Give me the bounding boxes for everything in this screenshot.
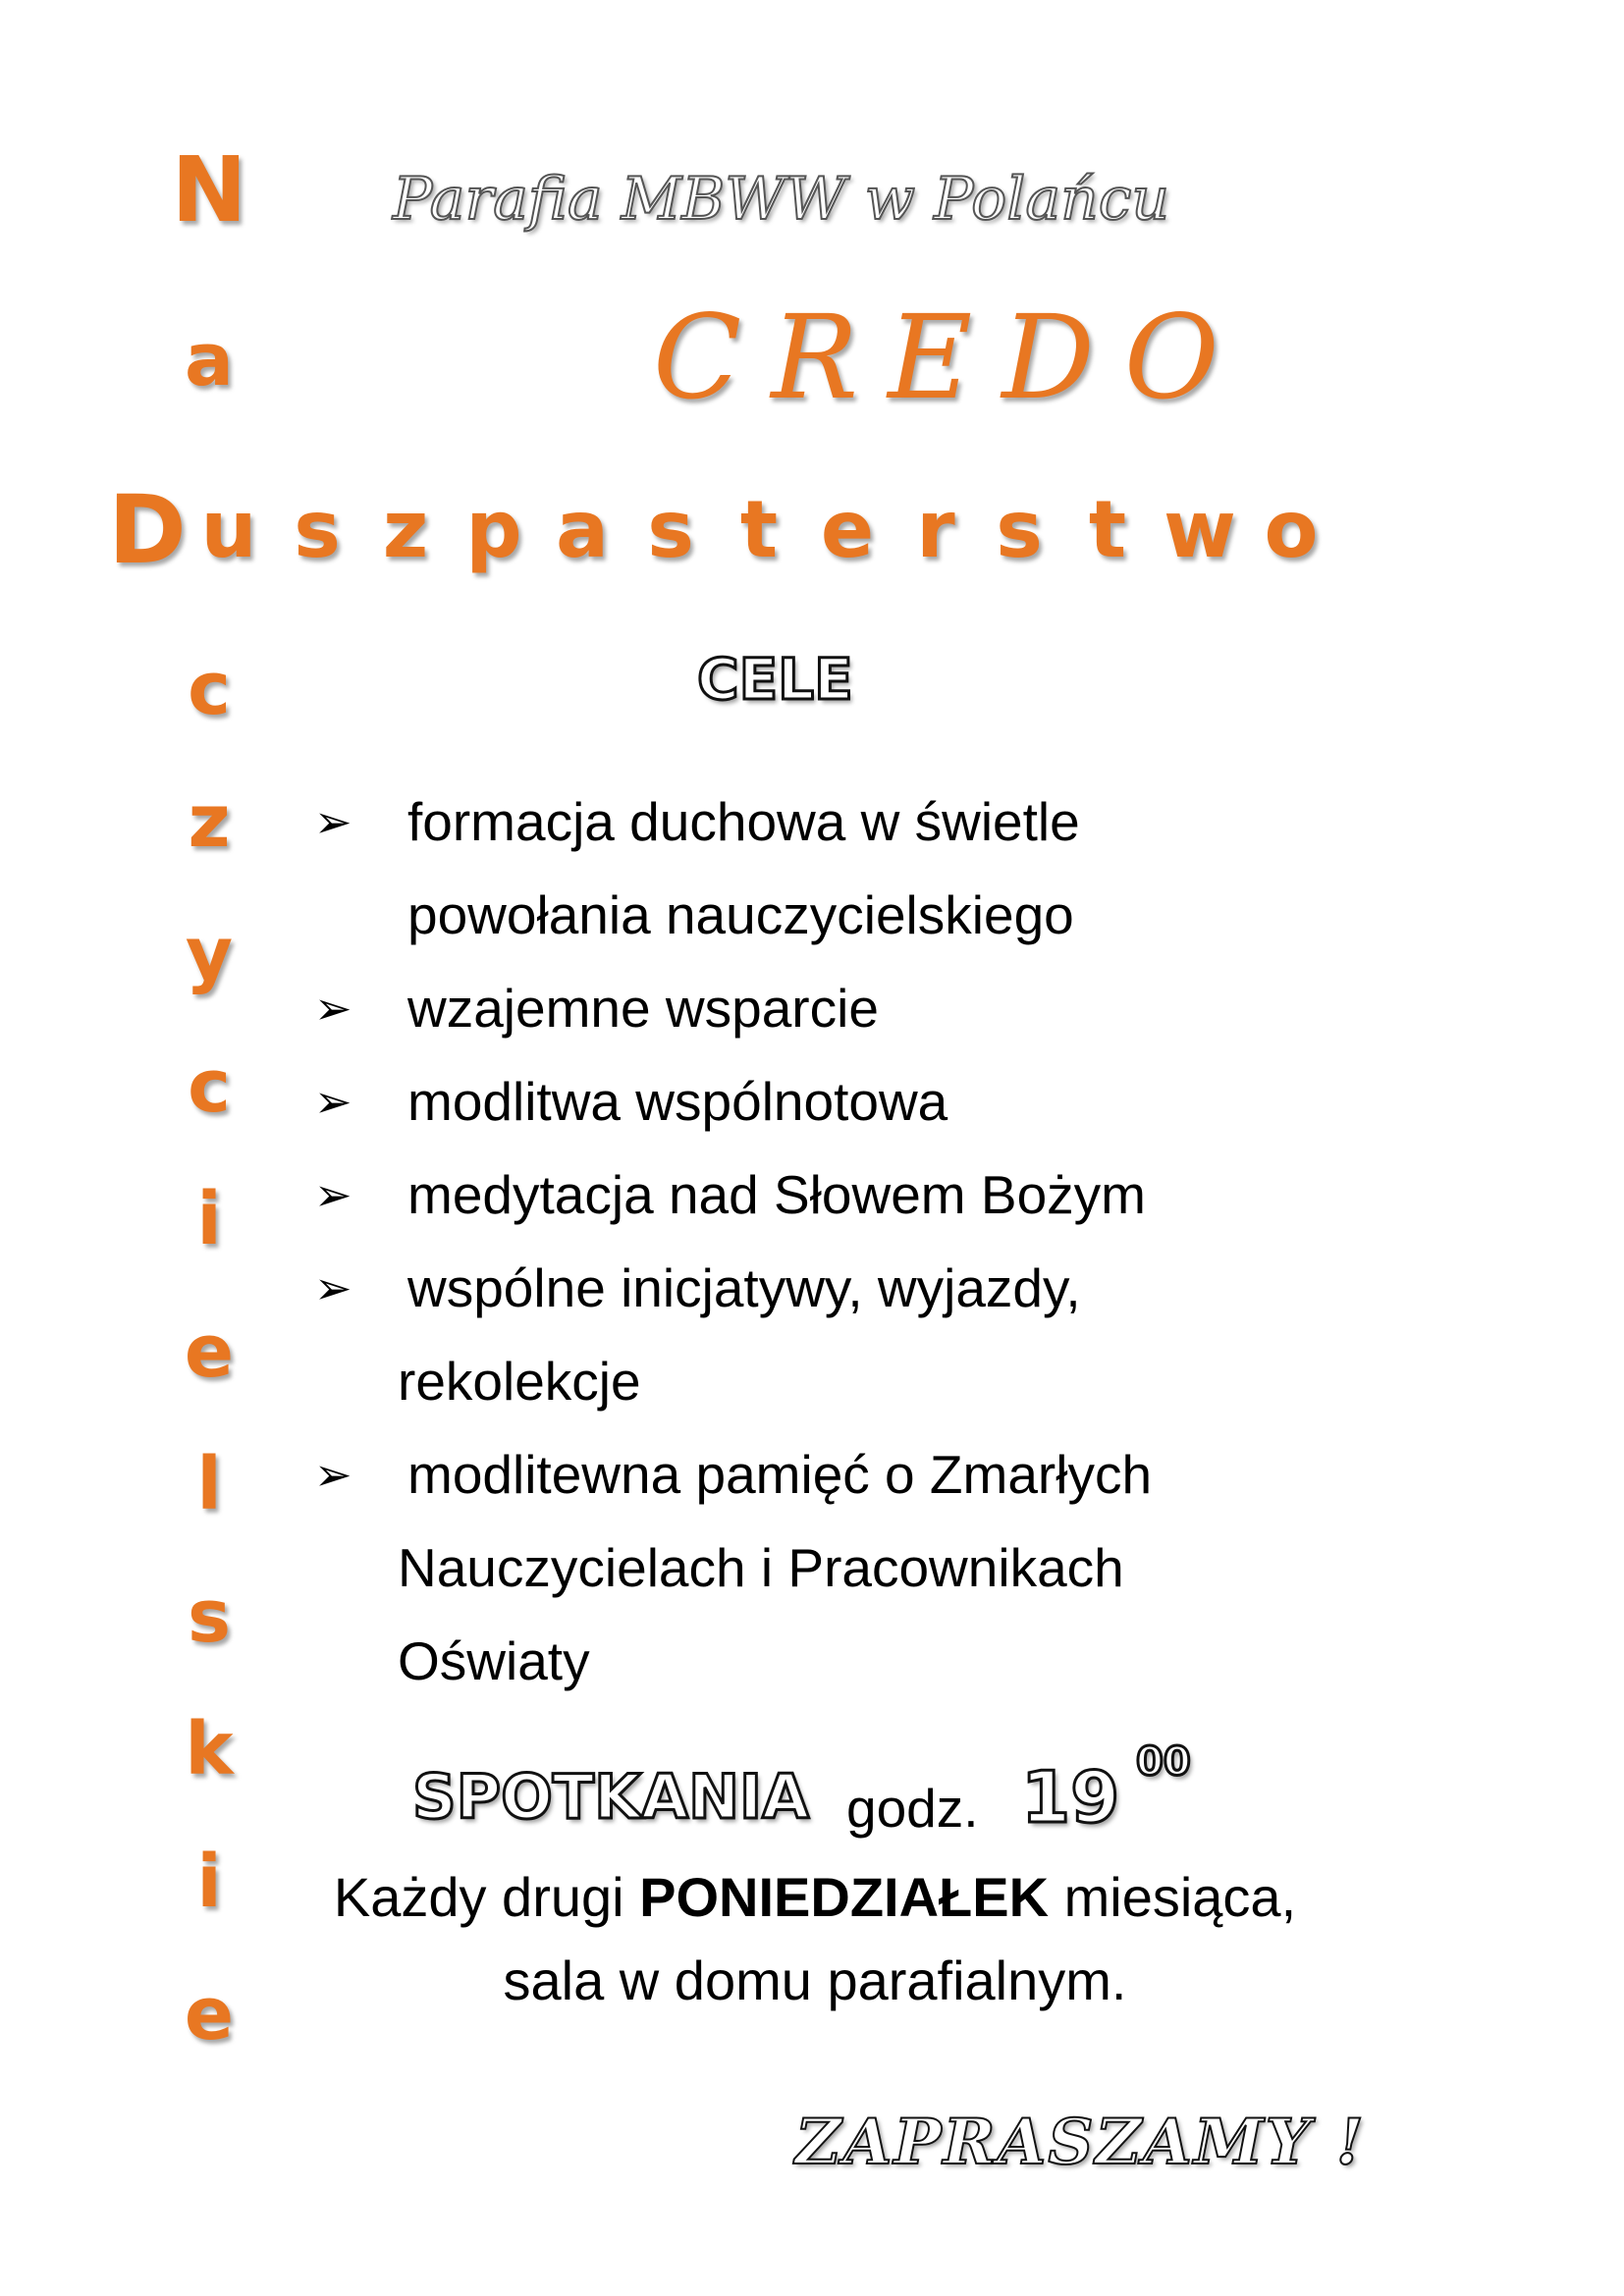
horizontal-letter: s (294, 484, 341, 575)
schedule-text: Każdy drugi (333, 1866, 640, 1928)
goal-text: wzajemne wsparcie (407, 978, 879, 1039)
vertical-letter: e (184, 1309, 235, 1394)
goal-item (314, 1148, 1316, 1242)
horizontal-letter: t (739, 484, 779, 575)
vertical-letter: N (171, 137, 247, 242)
goal-item (314, 1428, 1316, 1708)
goal-text: modlitewna pamięć o Zmarłych (407, 1444, 1153, 1505)
arrow-bullet-icon: ➢ (314, 1449, 352, 1500)
horizontal-letter: s (996, 484, 1043, 575)
closing-invitation: ZAPRASZAMY ! (795, 2106, 1366, 2179)
goals-list (314, 775, 1316, 1708)
horizontal-word (98, 475, 1335, 599)
horizontal-letter: o (1264, 484, 1319, 575)
schedule-line (177, 1865, 1453, 1929)
arrow-bullet-icon: ➢ (314, 796, 352, 847)
meetings-label: SPOTKANIA (412, 1761, 810, 1833)
goal-text: modlitwa wspólnotowa (407, 1071, 948, 1132)
horizontal-letter: s (647, 484, 694, 575)
horizontal-letter: p (465, 484, 522, 575)
horizontal-letter: D (108, 475, 187, 585)
goal-text: formacja duchowa w świetle (407, 791, 1080, 852)
goal-text: Nauczycielach i Pracownikach (398, 1537, 1124, 1598)
goal-item (314, 1242, 1316, 1428)
location-line: sala w domu parafialnym. (503, 1949, 1127, 2011)
goal-text: medytacja nad Słowem Bożym (407, 1164, 1146, 1225)
vertical-letter: i (196, 1840, 222, 1924)
goal-text: powołania nauczycielskiego (407, 884, 1074, 945)
horizontal-letter: e (820, 484, 875, 575)
vertical-letter: e (184, 1972, 235, 2056)
vertical-letter: i (196, 1177, 222, 1261)
horizontal-letter: a (556, 484, 609, 575)
goal-text: Oświaty (398, 1630, 590, 1691)
horizontal-letter: u (200, 484, 257, 575)
meeting-minutes: 00 (1136, 1739, 1191, 1785)
arrow-bullet-icon: ➢ (314, 1076, 352, 1127)
schedule-text: miesiąca, (1049, 1866, 1297, 1928)
arrow-bullet-icon: ➢ (314, 983, 352, 1034)
meetings-row (412, 1739, 1296, 1850)
time-prefix: godz. (846, 1778, 979, 1839)
vertical-letter: c (188, 647, 231, 731)
goal-text: wspólne inicjatywy, wyjazdy, (407, 1257, 1081, 1318)
goals-heading: CELE (697, 646, 853, 713)
vertical-letter: c (188, 1044, 231, 1129)
arrow-bullet-icon: ➢ (314, 1262, 352, 1313)
meeting-hour: 19 (1021, 1756, 1120, 1839)
horizontal-letter: t (1088, 484, 1127, 575)
schedule-day: PONIEDZIAŁEK (639, 1866, 1050, 1928)
horizontal-letter: w (1164, 484, 1236, 575)
vertical-letter: s (187, 1575, 232, 1659)
credo-title: CREDO (653, 290, 1249, 425)
vertical-letter: l (196, 1442, 222, 1526)
goal-item (314, 775, 1316, 962)
parish-name: Parafia MBWW w Polańcu (393, 165, 1170, 234)
goal-text: rekolekcje (398, 1351, 641, 1412)
vertical-letter: k (185, 1707, 234, 1791)
goal-item (314, 962, 1316, 1055)
vertical-letter: z (188, 779, 231, 864)
vertical-letter: a (185, 318, 234, 402)
horizontal-letter: r (916, 484, 955, 575)
vertical-letter: y (185, 912, 234, 996)
arrow-bullet-icon: ➢ (314, 1169, 352, 1220)
horizontal-letter: z (382, 484, 429, 575)
goal-item (314, 1055, 1316, 1148)
